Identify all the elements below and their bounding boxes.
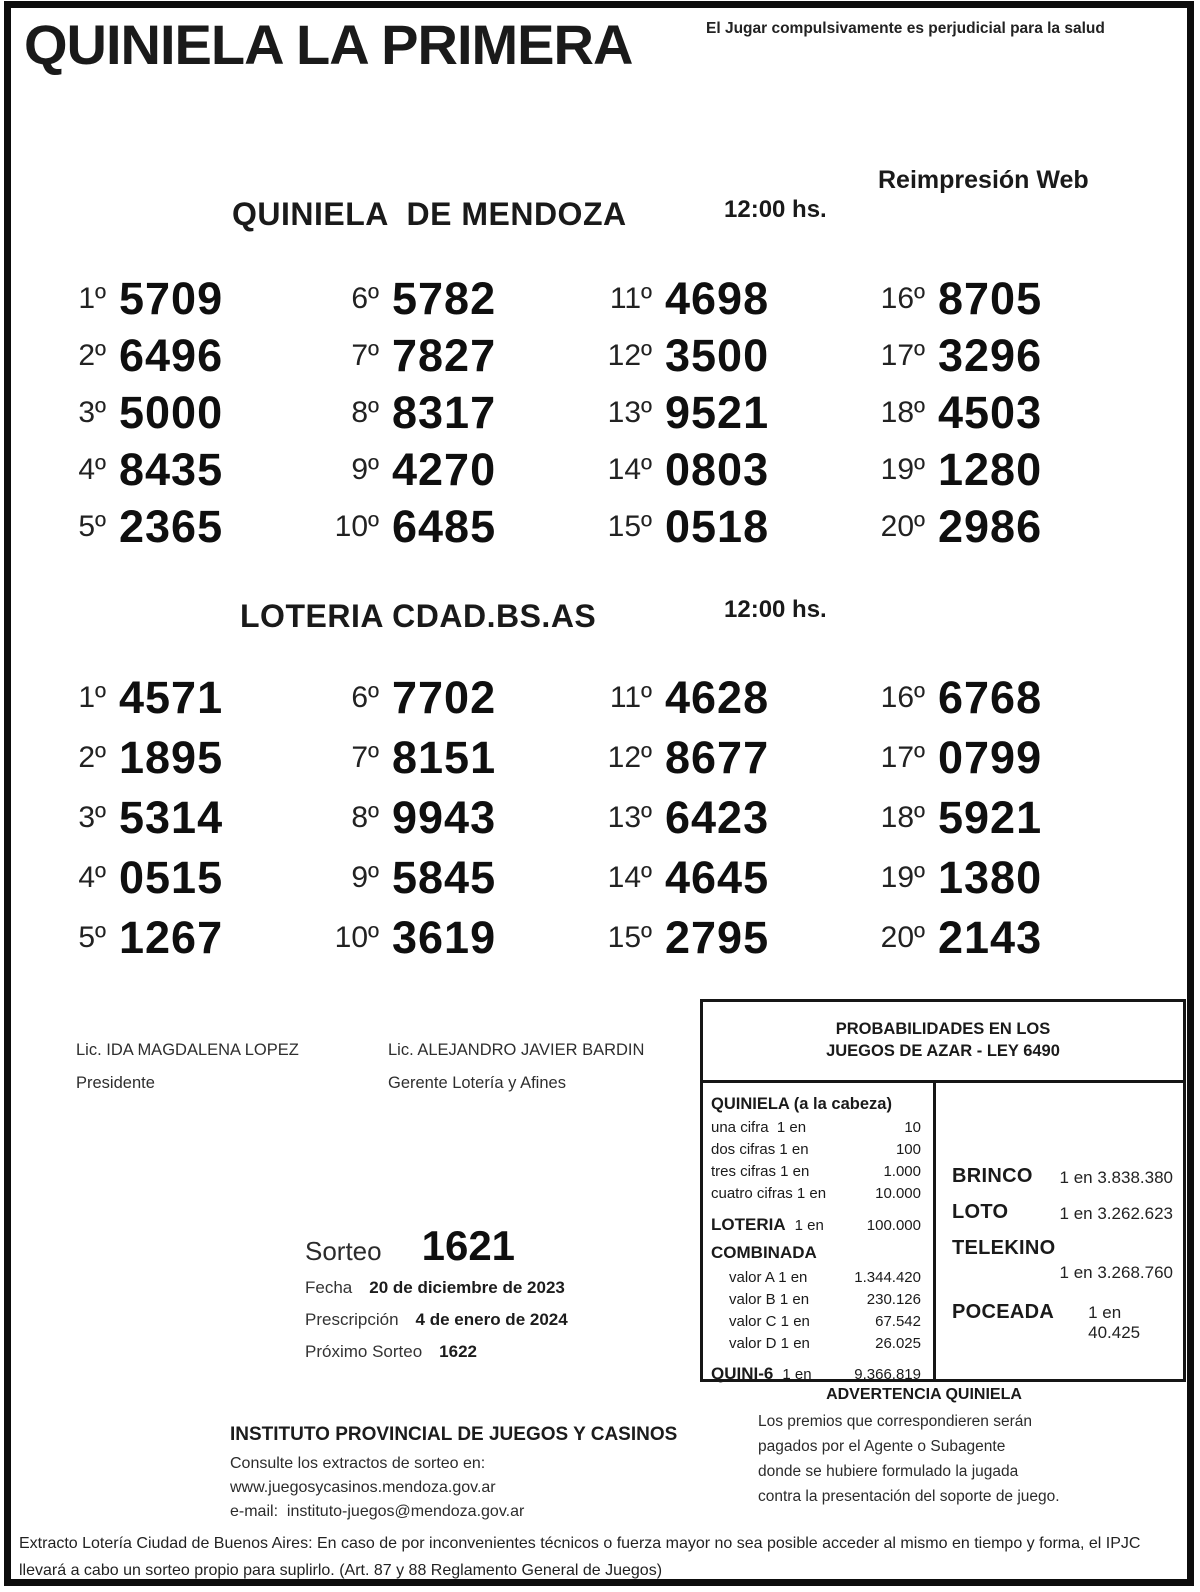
odds-mid: 1 en — [794, 1217, 824, 1234]
result-cell — [579, 270, 852, 327]
result-position: 10º — [334, 921, 379, 954]
result-cell — [852, 668, 1125, 728]
result-position: 16º — [880, 681, 925, 714]
result-cell — [306, 327, 579, 384]
result-number: 4645 — [665, 852, 770, 903]
probabilities-right-column — [936, 1083, 1183, 1379]
result-position: 10º — [334, 509, 379, 543]
footer-legal-text: Extracto Lotería Ciudad de Buenos Aires: En caso de por inconvenientes técnicos o fuerza mayor no sea posible acceder al mismo en tiempo y forma, el IPJC llevará a cabo un sorteo propio para suplirlo. (Art. 87 y 88 Reglamento General de Juegos) — [19, 1535, 1141, 1579]
odds-row — [711, 1141, 921, 1158]
result-number: 5921 — [938, 792, 1043, 843]
odds-row — [711, 1313, 921, 1330]
result-position: 1º — [78, 681, 106, 714]
result-number: 5709 — [119, 272, 224, 324]
result-position: 12º — [607, 741, 652, 774]
game-odds: 1 en 3.838.380 — [1059, 1168, 1173, 1187]
result-number: 2795 — [665, 912, 770, 963]
result-cell — [579, 384, 852, 441]
loteria-section-heading: LOTERIA CDAD.BS.AS — [240, 598, 597, 634]
result-number: 8435 — [119, 443, 224, 495]
result-number: 8677 — [665, 732, 770, 783]
institute-consult-line: Consulte los extractos de sorteo en: — [230, 1455, 486, 1472]
result-cell — [852, 498, 1125, 555]
date-value: 20 de diciembre de 2023 — [369, 1278, 565, 1297]
result-number: 4571 — [119, 672, 224, 723]
next-draw-row — [305, 1342, 568, 1362]
result-number: 8151 — [392, 732, 497, 783]
odds-value: 10 — [904, 1119, 921, 1136]
quiniela-warning-title: ADVERTENCIA QUINIELA — [826, 1386, 1022, 1403]
result-cell — [306, 270, 579, 327]
date-label: Fecha — [305, 1278, 353, 1297]
quiniela-warning-block — [758, 1386, 1090, 1509]
result-number: 9521 — [665, 386, 770, 438]
odds-label: valor A 1 en — [729, 1269, 808, 1286]
result-cell — [852, 728, 1125, 788]
result-position: 2º — [78, 338, 106, 372]
institute-website: www.juegosycasinos.mendoza.gov.ar — [230, 1479, 496, 1496]
result-position: 17º — [880, 338, 925, 372]
game-name: TELEKINO — [952, 1237, 1056, 1259]
loteria-odds-row — [711, 1215, 921, 1235]
probabilities-body — [703, 1080, 1183, 1383]
result-number: 2365 — [119, 500, 224, 552]
result-cell — [33, 788, 306, 848]
result-number: 6485 — [392, 500, 497, 552]
result-position: 19º — [880, 861, 925, 894]
game-odds-row — [952, 1201, 1173, 1224]
result-position: 14º — [607, 452, 652, 486]
prescription-label: Prescripción — [305, 1310, 399, 1329]
odds-value: 230.126 — [866, 1291, 921, 1308]
odds-row — [711, 1185, 921, 1202]
draw-label: Sorteo — [305, 1236, 382, 1266]
odds-value: 9.366.819 — [854, 1366, 921, 1383]
result-position: 9º — [351, 861, 379, 894]
result-cell — [579, 668, 852, 728]
official-role-president: Presidente — [76, 1074, 155, 1092]
result-number: 3296 — [938, 329, 1043, 381]
game-odds-row — [952, 1237, 1173, 1283]
result-number: 7702 — [392, 672, 497, 723]
quiniela-warning-line: contra la presentación del soporte de juego. — [758, 1488, 1060, 1505]
draw-number: 1621 — [421, 1222, 516, 1269]
result-cell — [852, 384, 1125, 441]
result-cell — [579, 848, 852, 908]
result-position: 1º — [78, 281, 106, 315]
page-title: QUINIELA LA PRIMERA — [24, 13, 633, 76]
odds-value: 1.000 — [883, 1163, 921, 1180]
result-number: 4270 — [392, 443, 497, 495]
game-odds-row — [952, 1165, 1173, 1188]
result-position: 2º — [78, 741, 106, 774]
result-cell — [306, 498, 579, 555]
quini6-odds-row — [711, 1364, 921, 1384]
odds-label: dos cifras 1 en — [711, 1141, 809, 1158]
result-position: 5º — [78, 509, 106, 543]
game-odds: 1 en 3.268.760 — [1059, 1263, 1173, 1282]
draw-info-block — [305, 1222, 568, 1362]
result-cell — [306, 384, 579, 441]
result-number: 9943 — [392, 792, 497, 843]
result-number: 6423 — [665, 792, 770, 843]
result-number: 1380 — [938, 852, 1043, 903]
mendoza-section-heading: QUINIELA DE MENDOZA — [232, 196, 627, 232]
loteria-draw-time: 12:00 hs. — [724, 596, 827, 623]
odds-value: 10.000 — [875, 1185, 921, 1202]
result-position: 16º — [880, 281, 925, 315]
result-number: 6768 — [938, 672, 1043, 723]
institute-email: e-mail: instituto-juegos@mendoza.gov.ar — [230, 1503, 525, 1520]
result-cell — [306, 848, 579, 908]
result-position: 4º — [78, 861, 106, 894]
result-cell — [852, 327, 1125, 384]
odds-row — [711, 1269, 921, 1286]
result-position: 15º — [607, 921, 652, 954]
health-warning-text: El Jugar compulsivamente es perjudicial para la salud — [706, 20, 1105, 37]
odds-label: tres cifras 1 en — [711, 1163, 810, 1180]
game-odds-row — [952, 1301, 1173, 1343]
result-number: 2143 — [938, 912, 1043, 963]
result-cell — [852, 788, 1125, 848]
odds-row — [711, 1119, 921, 1136]
result-cell — [852, 441, 1125, 498]
prescription-row — [305, 1310, 568, 1330]
quiniela-warning-line: pagados por el Agente o Subagente — [758, 1438, 1006, 1455]
result-number: 4628 — [665, 672, 770, 723]
next-draw-value: 1622 — [439, 1342, 477, 1361]
result-cell — [33, 498, 306, 555]
result-position: 12º — [607, 338, 652, 372]
result-position: 4º — [78, 452, 106, 486]
probabilities-title-line1: PROBABILIDADES EN LOS — [835, 1020, 1051, 1038]
result-cell — [33, 848, 306, 908]
result-position: 3º — [78, 801, 106, 834]
result-position: 6º — [351, 281, 379, 315]
result-position: 11º — [609, 681, 652, 714]
official-name-president: Lic. IDA MAGDALENA LOPEZ — [76, 1041, 299, 1059]
result-number: 5000 — [119, 386, 224, 438]
official-role-manager: Gerente Lotería y Afines — [388, 1074, 566, 1092]
result-number: 1280 — [938, 443, 1043, 495]
result-cell — [33, 441, 306, 498]
result-cell — [33, 384, 306, 441]
result-cell — [579, 728, 852, 788]
result-position: 17º — [880, 741, 925, 774]
odds-value: 100 — [895, 1141, 921, 1158]
result-cell — [33, 728, 306, 788]
result-position: 15º — [607, 509, 652, 543]
result-cell — [579, 498, 852, 555]
result-number: 2986 — [938, 500, 1043, 552]
probabilities-left-column — [703, 1083, 936, 1383]
reimpresion-web-label: Reimpresión Web — [878, 166, 1089, 194]
result-number: 6496 — [119, 329, 224, 381]
result-cell — [306, 668, 579, 728]
odds-value: 26.025 — [875, 1335, 921, 1352]
result-cell — [33, 270, 306, 327]
result-position: 5º — [78, 921, 106, 954]
result-position: 20º — [880, 509, 925, 543]
result-position: 9º — [351, 452, 379, 486]
result-position: 7º — [351, 741, 379, 774]
probabilities-title-line2: JUEGOS DE AZAR - LEY 6490 — [826, 1042, 1060, 1060]
result-cell — [306, 441, 579, 498]
quiniela-warning-line: donde se hubiere formulado la jugada — [758, 1463, 1019, 1480]
result-cell — [33, 908, 306, 968]
result-position: 6º — [351, 681, 379, 714]
result-number: 5314 — [119, 792, 224, 843]
result-cell — [852, 848, 1125, 908]
game-name: BRINCO — [952, 1165, 1033, 1187]
result-position: 7º — [351, 338, 379, 372]
odds-mid: 1 en — [782, 1366, 812, 1383]
draw-date-row — [305, 1278, 568, 1298]
result-number: 0518 — [665, 500, 770, 552]
game-odds: 1 en 40.425 — [1088, 1303, 1141, 1342]
odds-label: cuatro cifras 1 en — [711, 1185, 827, 1202]
result-number: 4698 — [665, 272, 770, 324]
quiniela-odds-header: QUINIELA (a la cabeza) — [711, 1095, 892, 1113]
result-position: 13º — [607, 801, 652, 834]
mendoza-draw-time: 12:00 hs. — [724, 196, 827, 223]
odds-value: 67.542 — [875, 1313, 921, 1330]
result-cell — [579, 441, 852, 498]
odds-value: 1.344.420 — [854, 1269, 921, 1286]
result-position: 19º — [880, 452, 925, 486]
next-draw-label: Próximo Sorteo — [305, 1342, 423, 1361]
result-cell — [306, 908, 579, 968]
odds-row — [711, 1163, 921, 1180]
odds-label: QUINI-6 — [711, 1364, 774, 1383]
game-name: LOTO — [952, 1201, 1009, 1223]
odds-label: LOTERIA — [711, 1215, 786, 1234]
game-name: POCEADA — [952, 1301, 1055, 1323]
odds-label: valor B 1 en — [729, 1291, 810, 1308]
result-number: 8317 — [392, 386, 497, 438]
result-cell — [579, 327, 852, 384]
institute-block — [230, 1424, 677, 1524]
result-position: 13º — [607, 395, 652, 429]
probabilities-title — [703, 1002, 1183, 1077]
result-position: 8º — [351, 801, 379, 834]
result-position: 11º — [609, 281, 652, 315]
probabilities-box — [700, 999, 1186, 1382]
result-number: 3500 — [665, 329, 770, 381]
result-position: 3º — [78, 395, 106, 429]
odds-label: valor C 1 en — [729, 1313, 810, 1330]
result-position: 18º — [880, 395, 925, 429]
result-cell — [852, 270, 1125, 327]
odds-label: valor D 1 en — [729, 1335, 810, 1352]
result-cell — [306, 788, 579, 848]
odds-row — [711, 1291, 921, 1308]
game-odds: 1 en 3.262.623 — [1059, 1204, 1173, 1223]
draw-number-row — [305, 1222, 568, 1270]
result-number: 1267 — [119, 912, 224, 963]
result-number: 0803 — [665, 443, 770, 495]
result-number: 3619 — [392, 912, 497, 963]
result-cell — [306, 728, 579, 788]
result-number: 0799 — [938, 732, 1043, 783]
mendoza-results-grid — [33, 270, 1165, 555]
quiniela-warning-line: Los premios que correspondieren serán — [758, 1413, 1032, 1430]
loteria-results-grid — [33, 668, 1165, 968]
official-name-manager: Lic. ALEJANDRO JAVIER BARDIN — [388, 1041, 645, 1059]
result-position: 18º — [880, 801, 925, 834]
result-number: 5782 — [392, 272, 497, 324]
combinada-header: COMBINADA — [711, 1243, 817, 1262]
odds-value: 100.000 — [866, 1217, 921, 1234]
odds-row — [711, 1335, 921, 1352]
result-cell — [852, 908, 1125, 968]
result-cell — [33, 668, 306, 728]
odds-label: una cifra 1 en — [711, 1119, 807, 1136]
result-cell — [579, 908, 852, 968]
result-number: 4503 — [938, 386, 1043, 438]
result-position: 14º — [607, 861, 652, 894]
result-number: 5845 — [392, 852, 497, 903]
result-position: 8º — [351, 395, 379, 429]
result-number: 7827 — [392, 329, 497, 381]
result-number: 0515 — [119, 852, 224, 903]
result-number: 1895 — [119, 732, 224, 783]
institute-title: INSTITUTO PROVINCIAL DE JUEGOS Y CASINOS — [230, 1424, 678, 1445]
result-cell — [33, 327, 306, 384]
result-number: 8705 — [938, 272, 1043, 324]
result-cell — [579, 788, 852, 848]
result-position: 20º — [880, 921, 925, 954]
prescription-value: 4 de enero de 2024 — [415, 1310, 568, 1329]
